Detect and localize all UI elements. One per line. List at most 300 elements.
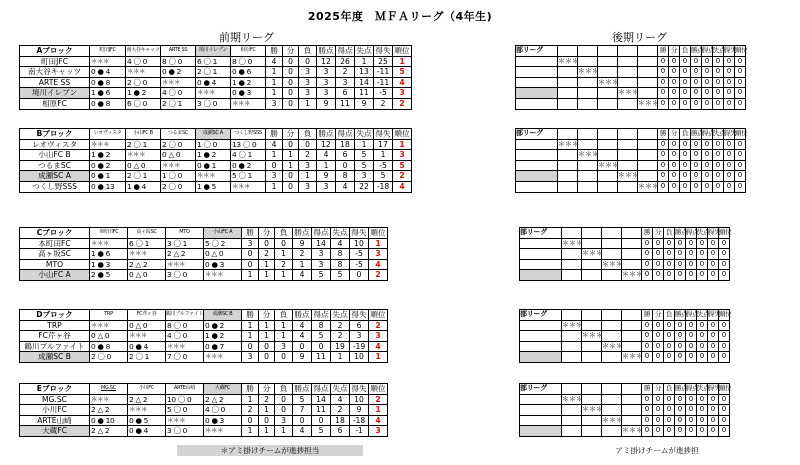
stat-header: 勝点 bbox=[318, 46, 334, 55]
stat-value: 0 bbox=[312, 341, 331, 352]
stat-value: 11 bbox=[336, 98, 355, 109]
match-result: 1 ● 2 bbox=[204, 331, 242, 342]
team-row bbox=[20, 331, 388, 342]
late-stat-value: 0 bbox=[719, 426, 730, 437]
stat-value: 4 bbox=[266, 139, 283, 150]
match-result: ＊＊＊ bbox=[204, 352, 242, 363]
team-row bbox=[20, 405, 388, 416]
opponent-header: TRP bbox=[90, 310, 128, 321]
stat-value: 9 bbox=[293, 352, 312, 363]
match-result: 2 〇 1 bbox=[126, 171, 161, 182]
late-stat-value: 0 bbox=[658, 139, 669, 150]
late-stat-value: 0 bbox=[691, 181, 702, 192]
late-stat-value: 0 bbox=[675, 259, 686, 270]
team-name: 本町田FC bbox=[20, 238, 90, 249]
stat-value: 1 bbox=[293, 259, 312, 270]
late-team-row bbox=[520, 270, 730, 281]
match-result: 0 ● 3 bbox=[231, 88, 266, 99]
match-result: ＊＊＊ bbox=[126, 67, 161, 78]
stat-header: 得点 bbox=[313, 228, 329, 237]
stat-value: 0 bbox=[275, 238, 293, 249]
match-result: ＊＊＊ bbox=[90, 238, 128, 249]
match-result: 8 〇 0 bbox=[231, 56, 266, 67]
stat-header: 得失 bbox=[351, 384, 367, 393]
late-match-result bbox=[578, 56, 598, 67]
stat-header: 得点 bbox=[313, 310, 329, 319]
stat-value: 0 bbox=[293, 341, 312, 352]
late-stat-value: 0 bbox=[719, 270, 730, 281]
late-opponent-header bbox=[622, 228, 642, 239]
stat-value: 0 bbox=[283, 181, 299, 192]
match-result: ＊＊＊ bbox=[161, 160, 196, 171]
late-match-result bbox=[582, 415, 602, 426]
late-stat-header: 勝点 bbox=[691, 129, 702, 140]
late-stat-value: 0 bbox=[653, 238, 664, 249]
late-stat-value: 0 bbox=[680, 160, 691, 171]
stat-value: 1 bbox=[242, 426, 259, 437]
late-stat-header: 得点 bbox=[702, 129, 713, 140]
late-stat-value: 0 bbox=[686, 405, 697, 416]
match-result: 6 〇 0 bbox=[126, 98, 161, 109]
team-name: MTO bbox=[20, 259, 90, 270]
stat-header: 分 bbox=[259, 384, 275, 395]
match-result: ＊＊＊ bbox=[166, 415, 204, 426]
rank-value: 2 bbox=[393, 171, 412, 182]
late-match-result bbox=[638, 150, 658, 161]
late-match-result bbox=[562, 249, 582, 260]
opponent-header: MG.SC bbox=[90, 384, 128, 395]
first-half-table-2 bbox=[19, 128, 412, 193]
late-block-corner: 部リーグ bbox=[520, 228, 562, 239]
late-stat-value: 0 bbox=[675, 341, 686, 352]
match-result: 4 〇 0 bbox=[126, 56, 161, 67]
late-stat-value: 0 bbox=[702, 150, 713, 161]
late-match-result bbox=[582, 341, 602, 352]
match-result: 0 ● 3 bbox=[204, 259, 242, 270]
second-half-note: アミ掛けチームが進捗担 bbox=[615, 446, 699, 455]
late-stat-value: 0 bbox=[675, 320, 686, 331]
second-half-table-5 bbox=[519, 383, 730, 437]
late-self-marker: ＊＊＊ bbox=[582, 331, 602, 342]
match-result: 0 △ 0 bbox=[128, 270, 166, 281]
team-row bbox=[20, 150, 412, 161]
rank-value: 4 bbox=[369, 259, 388, 270]
late-stat-value: 0 bbox=[724, 67, 735, 78]
match-result: 1 ● 2 bbox=[90, 150, 126, 161]
late-stat-value: 0 bbox=[702, 98, 713, 109]
match-result: ＊＊＊ bbox=[90, 56, 126, 67]
late-stat-header: 順位 bbox=[735, 46, 746, 57]
late-stat-value: 0 bbox=[686, 270, 697, 281]
match-result: 0 ● 2 bbox=[204, 320, 242, 331]
stat-value: 4 bbox=[266, 56, 283, 67]
late-stat-value: 0 bbox=[697, 270, 708, 281]
match-result: 2 △ 2 bbox=[90, 405, 128, 416]
stat-value: -11 bbox=[374, 67, 393, 78]
opponent-header: 高ヶ坂SC bbox=[128, 228, 166, 239]
late-stat-value: 0 bbox=[653, 415, 664, 426]
team-row bbox=[20, 77, 412, 88]
stat-value: 0 bbox=[242, 341, 259, 352]
late-match-result bbox=[622, 341, 642, 352]
team-row bbox=[20, 67, 412, 78]
late-stat-value: 0 bbox=[680, 181, 691, 192]
opponent-header: ARTE山崎 bbox=[166, 384, 204, 395]
stat-header: 勝点 bbox=[318, 129, 334, 138]
stat-value: 3 bbox=[275, 415, 293, 426]
stat-value: 1 bbox=[259, 270, 275, 281]
late-stat-value: 0 bbox=[713, 160, 724, 171]
stat-value: 1 bbox=[317, 160, 336, 171]
late-stat-value: 0 bbox=[708, 320, 719, 331]
team-name: 大蔵FC bbox=[20, 426, 90, 437]
stat-value: 0 bbox=[259, 415, 275, 426]
late-stat-value: 0 bbox=[664, 249, 675, 260]
late-team-row bbox=[516, 56, 746, 67]
late-team-name bbox=[520, 238, 562, 249]
late-header-row bbox=[516, 46, 746, 57]
stat-header: 勝点 bbox=[294, 384, 310, 393]
stat-value: 9 bbox=[355, 98, 374, 109]
match-result: ＊＊＊ bbox=[90, 320, 128, 331]
stat-value: 2 bbox=[259, 249, 275, 260]
late-stat-value: 0 bbox=[653, 320, 664, 331]
match-result: 0 △ 0 bbox=[161, 150, 196, 161]
late-opponent-header bbox=[602, 310, 622, 321]
opponent-header: つくし野SSS bbox=[231, 129, 266, 140]
stat-value: 3 bbox=[312, 259, 331, 270]
late-stat-header: 得失 bbox=[724, 46, 735, 57]
late-stat-value: 0 bbox=[669, 56, 680, 67]
late-stat-value: 0 bbox=[669, 150, 680, 161]
stat-value: 0 bbox=[293, 415, 312, 426]
stat-value: 6 bbox=[350, 320, 369, 331]
rank-value: 2 bbox=[393, 98, 412, 109]
late-stat-value: 0 bbox=[653, 259, 664, 270]
late-team-name bbox=[520, 331, 562, 342]
stat-value: -18 bbox=[374, 181, 393, 192]
team-row bbox=[20, 181, 412, 192]
late-stat-header: 失点 bbox=[713, 129, 724, 140]
team-row bbox=[20, 352, 388, 363]
stat-value: -5 bbox=[374, 160, 393, 171]
stat-value: 0 bbox=[312, 415, 331, 426]
late-match-result bbox=[622, 238, 642, 249]
late-team-name bbox=[516, 171, 558, 182]
late-stat-header: 失点 bbox=[713, 46, 724, 57]
late-match-result bbox=[578, 88, 598, 99]
late-stat-header: 勝点 bbox=[675, 310, 686, 321]
stat-value: 0 bbox=[259, 352, 275, 363]
late-team-name bbox=[520, 249, 562, 260]
late-stat-value: 0 bbox=[697, 415, 708, 426]
late-match-result bbox=[618, 98, 638, 109]
second-half-table-2 bbox=[515, 128, 746, 193]
late-stat-value: 0 bbox=[658, 160, 669, 171]
match-result: 2 △ 2 bbox=[128, 394, 166, 405]
stat-value: 2 bbox=[275, 259, 293, 270]
match-result: 2 △ 2 bbox=[90, 426, 128, 437]
late-team-row bbox=[520, 394, 730, 405]
match-result: 2 〇 1 bbox=[196, 67, 231, 78]
match-result: 0 △ 0 bbox=[126, 160, 161, 171]
stat-value: 1 bbox=[242, 270, 259, 281]
team-row bbox=[20, 160, 412, 171]
match-result: 0 ● 8 bbox=[90, 341, 128, 352]
late-match-result bbox=[622, 259, 642, 270]
late-stat-value: 0 bbox=[713, 98, 724, 109]
late-self-marker: ＊＊＊ bbox=[618, 88, 638, 99]
opponent-header: 小川FC bbox=[128, 384, 166, 395]
late-stat-value: 0 bbox=[735, 98, 746, 109]
stat-value: 3 bbox=[355, 171, 374, 182]
stat-value: 1 bbox=[259, 320, 275, 331]
late-stat-header: 勝 bbox=[642, 384, 653, 395]
stat-value: 0 bbox=[259, 341, 275, 352]
late-match-result bbox=[582, 259, 602, 270]
late-match-result bbox=[562, 405, 582, 416]
late-stat-value: 0 bbox=[664, 320, 675, 331]
late-stat-value: 0 bbox=[642, 415, 653, 426]
rank-value: 3 bbox=[393, 150, 412, 161]
late-stat-value: 0 bbox=[675, 352, 686, 363]
match-result: 2 〇 0 bbox=[161, 139, 196, 150]
late-stat-value: 0 bbox=[653, 394, 664, 405]
stat-value: 0 bbox=[283, 56, 299, 67]
late-self-marker: ＊＊＊ bbox=[602, 259, 622, 270]
stat-value: 1 bbox=[283, 150, 299, 161]
late-stat-value: 0 bbox=[664, 394, 675, 405]
late-team-name bbox=[520, 352, 562, 363]
late-stat-value: 0 bbox=[719, 394, 730, 405]
rank-value: 5 bbox=[393, 67, 412, 78]
late-opponent-header bbox=[558, 46, 578, 57]
stat-value: 6 bbox=[336, 88, 355, 99]
late-stat-header: 負 bbox=[680, 129, 691, 140]
stat-value: 19 bbox=[331, 341, 350, 352]
match-result: 2 △ 2 bbox=[166, 249, 204, 260]
stat-header: 分 bbox=[259, 228, 275, 239]
late-stat-value: 0 bbox=[664, 352, 675, 363]
stat-value: 4 bbox=[317, 150, 336, 161]
late-team-name bbox=[520, 405, 562, 416]
late-stat-value: 0 bbox=[713, 139, 724, 150]
match-result: 0 ● 1 bbox=[90, 171, 126, 182]
late-stat-value: 0 bbox=[686, 352, 697, 363]
stat-header: 得失 bbox=[375, 129, 391, 138]
late-stat-value: 0 bbox=[724, 139, 735, 150]
late-block-corner: 部リーグ bbox=[520, 310, 562, 321]
late-header-row bbox=[520, 310, 730, 321]
late-match-result bbox=[598, 88, 618, 99]
team-row bbox=[20, 238, 388, 249]
late-stat-value: 0 bbox=[680, 171, 691, 182]
late-stat-value: 0 bbox=[708, 331, 719, 342]
match-result: 0 ● 4 bbox=[128, 341, 166, 352]
late-match-result bbox=[598, 150, 618, 161]
late-match-result bbox=[622, 320, 642, 331]
late-stat-value: 0 bbox=[686, 415, 697, 426]
late-stat-value: 0 bbox=[669, 88, 680, 99]
late-stat-value: 0 bbox=[708, 341, 719, 352]
late-stat-value: 0 bbox=[708, 426, 719, 437]
match-result: 2 〇 0 bbox=[126, 77, 161, 88]
late-stat-value: 0 bbox=[697, 331, 708, 342]
late-match-result bbox=[618, 139, 638, 150]
stat-header: 順位 bbox=[394, 46, 410, 55]
late-match-result bbox=[622, 249, 642, 260]
rank-value: 1 bbox=[369, 352, 388, 363]
match-result: 0 ● 7 bbox=[204, 341, 242, 352]
match-result: ＊＊＊ bbox=[161, 77, 196, 88]
stat-value: 4 bbox=[336, 181, 355, 192]
late-stat-header: 得失 bbox=[708, 310, 719, 321]
stat-value: 0 bbox=[299, 139, 317, 150]
late-stat-value: 0 bbox=[664, 405, 675, 416]
late-stat-header: 負 bbox=[680, 46, 691, 57]
block-name: Cブロック bbox=[20, 228, 90, 239]
late-stat-value: 0 bbox=[724, 181, 735, 192]
stat-value: 3 bbox=[266, 171, 283, 182]
stat-value: 3 bbox=[266, 98, 283, 109]
first-half-table-4 bbox=[19, 309, 388, 363]
late-self-marker: ＊＊＊ bbox=[582, 249, 602, 260]
late-stat-value: 0 bbox=[658, 88, 669, 99]
late-header-row bbox=[516, 129, 746, 140]
stat-header: 失点 bbox=[332, 310, 348, 319]
match-result: ＊＊＊ bbox=[166, 341, 204, 352]
late-stat-header: 勝 bbox=[642, 228, 653, 239]
match-result: ＊＊＊ bbox=[128, 249, 166, 260]
late-self-marker: ＊＊＊ bbox=[598, 160, 618, 171]
late-stat-value: 0 bbox=[680, 88, 691, 99]
stat-header: 負 bbox=[299, 46, 317, 57]
match-result: 1 ● 2 bbox=[126, 88, 161, 99]
late-match-result bbox=[562, 259, 582, 270]
team-row bbox=[20, 320, 388, 331]
late-stat-header: 分 bbox=[653, 228, 664, 239]
stat-value: 5 bbox=[374, 171, 393, 182]
document-title: 2025年度 ＭＦＡリーグ（4年生) bbox=[307, 10, 493, 23]
match-result: 3 〇 0 bbox=[166, 426, 204, 437]
stat-value: 1 bbox=[266, 67, 283, 78]
late-opponent-header bbox=[562, 310, 582, 321]
late-stat-value: 0 bbox=[719, 331, 730, 342]
late-stat-value: 0 bbox=[724, 88, 735, 99]
stat-value: 4 bbox=[293, 426, 312, 437]
late-stat-value: 0 bbox=[686, 259, 697, 270]
late-stat-value: 0 bbox=[719, 249, 730, 260]
late-match-result bbox=[578, 171, 598, 182]
late-self-marker: ＊＊＊ bbox=[578, 150, 598, 161]
late-team-row bbox=[516, 171, 746, 182]
late-stat-value: 0 bbox=[653, 405, 664, 416]
late-stat-header: 順位 bbox=[719, 310, 730, 321]
stat-value: 12 bbox=[317, 139, 336, 150]
stat-value: 4 bbox=[331, 394, 350, 405]
late-match-result bbox=[558, 171, 578, 182]
late-stat-value: 0 bbox=[680, 77, 691, 88]
late-team-name bbox=[516, 98, 558, 109]
late-match-result bbox=[598, 171, 618, 182]
stat-value: 1 bbox=[275, 426, 293, 437]
stat-value: 3 bbox=[317, 181, 336, 192]
late-stat-value: 0 bbox=[691, 171, 702, 182]
late-stat-value: 0 bbox=[669, 181, 680, 192]
team-name: 鶴川ブルファイト bbox=[20, 341, 90, 352]
stat-value: 11 bbox=[312, 352, 331, 363]
late-stat-header: 失点 bbox=[697, 384, 708, 395]
late-stat-value: 0 bbox=[680, 56, 691, 67]
late-stat-value: 0 bbox=[686, 394, 697, 405]
stat-value: 18 bbox=[336, 139, 355, 150]
match-result: 0 ● 1 bbox=[196, 160, 231, 171]
stat-value: 0 bbox=[336, 160, 355, 171]
late-stat-value: 0 bbox=[686, 341, 697, 352]
late-stat-value: 0 bbox=[702, 67, 713, 78]
late-opponent-header bbox=[622, 310, 642, 321]
late-match-result bbox=[562, 341, 582, 352]
late-stat-value: 0 bbox=[724, 160, 735, 171]
team-name: ARTE SS bbox=[20, 77, 90, 88]
late-stat-value: 0 bbox=[735, 150, 746, 161]
stat-value: 8 bbox=[331, 249, 350, 260]
late-match-result bbox=[622, 415, 642, 426]
late-stat-value: 0 bbox=[719, 405, 730, 416]
late-match-result bbox=[638, 77, 658, 88]
stat-header: 勝 bbox=[242, 310, 259, 321]
late-team-name bbox=[516, 181, 558, 192]
late-stat-value: 0 bbox=[719, 320, 730, 331]
stat-value: 6 bbox=[336, 150, 355, 161]
team-row bbox=[20, 98, 412, 109]
late-stat-value: 0 bbox=[735, 160, 746, 171]
stat-value: 9 bbox=[350, 405, 369, 416]
late-team-row bbox=[520, 331, 730, 342]
match-result: 6 〇 1 bbox=[128, 238, 166, 249]
match-result: 2 〇 1 bbox=[161, 98, 196, 109]
late-team-row bbox=[516, 160, 746, 171]
stat-header: 勝 bbox=[266, 129, 283, 140]
late-stat-value: 0 bbox=[658, 171, 669, 182]
match-result: 5 〇 2 bbox=[204, 238, 242, 249]
first-half-note: ＊アミ掛けチームが進捗担当 bbox=[177, 445, 363, 456]
late-team-row bbox=[520, 238, 730, 249]
late-stat-header: 失点 bbox=[697, 228, 708, 239]
late-match-result bbox=[618, 150, 638, 161]
late-stat-header: 順位 bbox=[735, 129, 746, 140]
late-opponent-header bbox=[602, 228, 622, 239]
match-result: 1 〇 0 bbox=[161, 171, 196, 182]
match-result: ＊＊＊ bbox=[166, 259, 204, 270]
block-header-row bbox=[20, 384, 388, 395]
late-stat-value: 0 bbox=[664, 238, 675, 249]
late-match-result bbox=[618, 77, 638, 88]
opponent-header: 小山FC A bbox=[204, 228, 242, 239]
team-name: 成瀬SC A bbox=[20, 171, 90, 182]
late-stat-value: 0 bbox=[735, 139, 746, 150]
late-stat-value: 0 bbox=[735, 67, 746, 78]
stat-value: 0 bbox=[275, 405, 293, 416]
match-result: 2 〇 1 bbox=[126, 139, 161, 150]
late-stat-header: 負 bbox=[664, 384, 675, 395]
late-stat-value: 0 bbox=[664, 415, 675, 426]
late-stat-value: 0 bbox=[697, 405, 708, 416]
stat-value: 3 bbox=[299, 160, 317, 171]
stat-header: 分 bbox=[283, 46, 299, 57]
stat-value: 3 bbox=[299, 88, 317, 99]
second-half-table-3 bbox=[519, 227, 730, 281]
